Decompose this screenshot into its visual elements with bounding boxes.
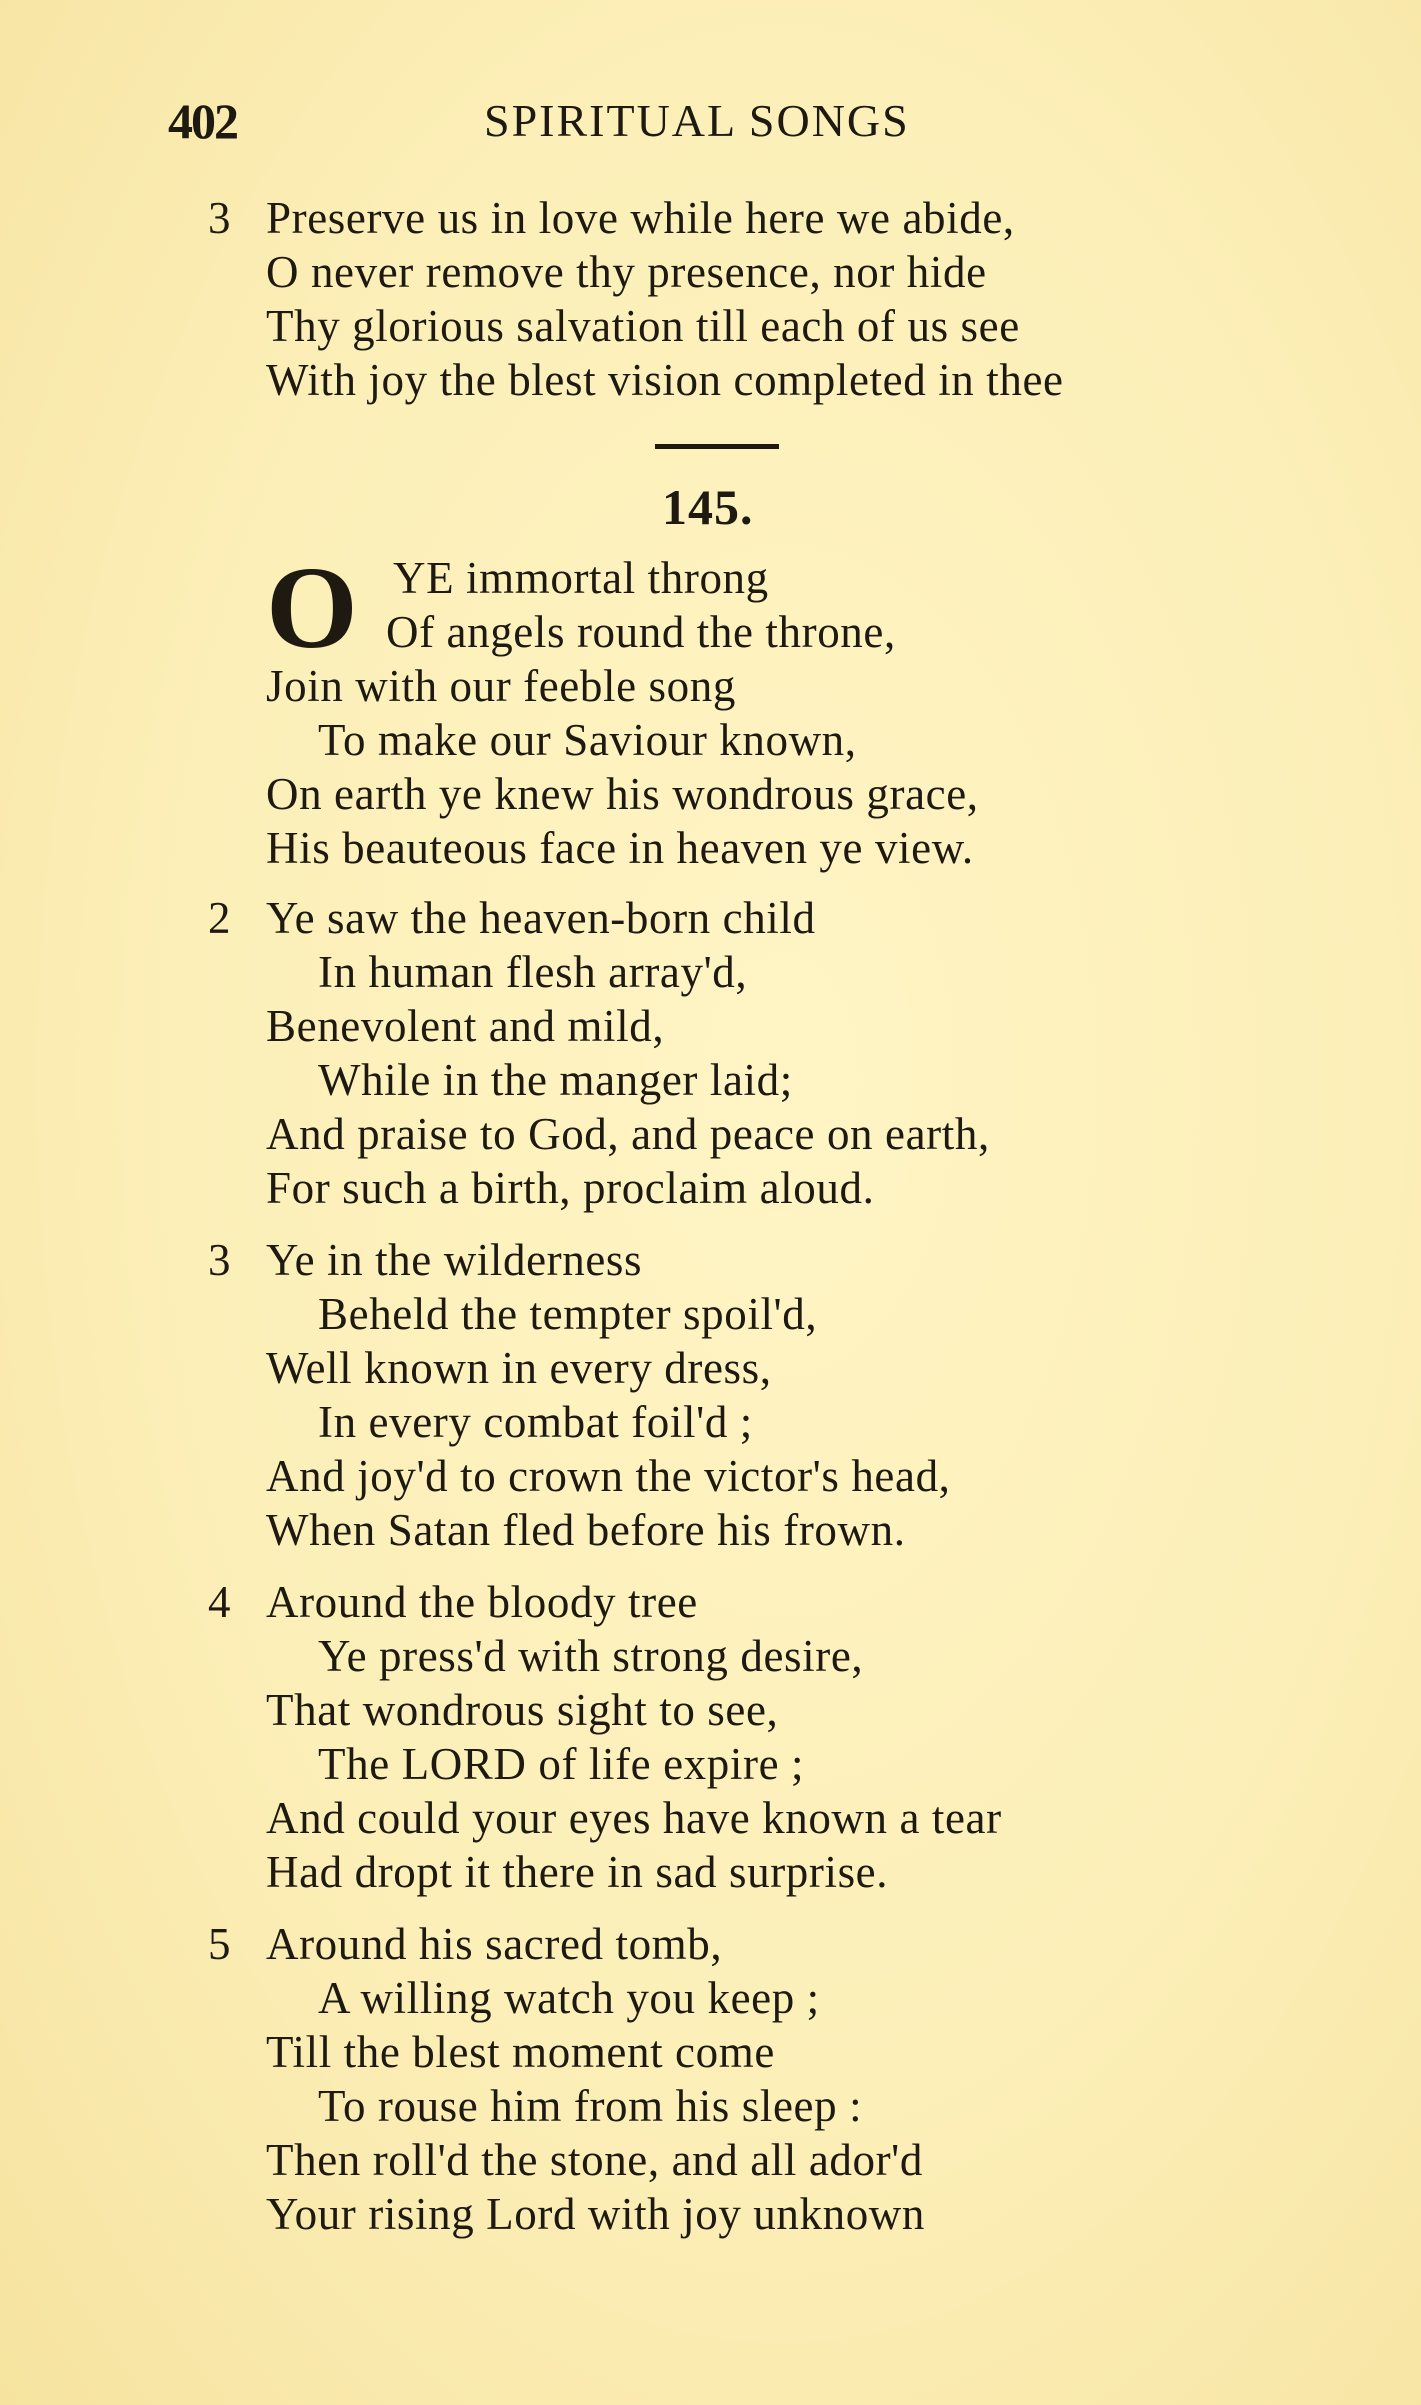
hymn-line: And could your eyes have known a tear: [266, 1793, 1002, 1843]
hymn-line: Then roll'd the stone, and all ador'd: [266, 2135, 923, 2185]
hymn-line: The LORD of life expire ;: [318, 1739, 805, 1789]
hymn-line: Ye saw the heaven-born child: [266, 893, 816, 943]
hymn-line: And joy'd to crown the victor's head,: [266, 1451, 951, 1501]
running-head: SPIRITUAL SONGS: [484, 95, 910, 146]
hymn-line: Join with our feeble song: [266, 661, 736, 711]
hymn-line: A willing watch you keep ;: [318, 1973, 820, 2023]
hymn-line: Well known in every dress,: [266, 1343, 772, 1393]
page-header: [168, 92, 1288, 162]
hymn-line: In human flesh array'd,: [318, 947, 748, 997]
verse-number: 2: [208, 893, 231, 943]
hymn-line: Your rising Lord with joy unknown: [266, 2189, 926, 2239]
hymn-line: Around his sacred tomb,: [266, 1919, 723, 1969]
hymn-line: Around the bloody tree: [266, 1577, 698, 1627]
hymn-line: To make our Saviour known,: [318, 715, 857, 765]
hymn-line: Ye in the wilderness: [266, 1235, 643, 1285]
hymn-line: In every combat foil'd ;: [318, 1397, 753, 1447]
hymn-line: On earth ye knew his wondrous grace,: [266, 769, 979, 819]
verse-number: 3: [208, 193, 231, 243]
hymn-line: And praise to God, and peace on earth,: [266, 1109, 990, 1159]
hymn-line: YE immortal throng: [393, 553, 769, 603]
hymn-line: That wondrous sight to see,: [266, 1685, 779, 1735]
page-number: 402: [168, 93, 237, 149]
hymn-line: Had dropt it there in sad surprise.: [266, 1847, 889, 1897]
hymn-number: 145.: [662, 479, 754, 535]
hymn-line: His beauteous face in heaven ye view.: [266, 823, 974, 873]
verse-number: 5: [208, 1919, 231, 1969]
hymn-line: With joy the blest vision completed in thee: [266, 355, 1064, 405]
hymn-line: Till the blest moment come: [266, 2027, 775, 2077]
hymn-line: When Satan fled before his frown.: [266, 1505, 906, 1555]
hymn-line: Thy glorious salvation till each of us see: [266, 301, 1020, 351]
hymn-line: To rouse him from his sleep :: [318, 2081, 863, 2131]
drop-cap: O: [266, 542, 358, 673]
hymn-line: Benevolent and mild,: [266, 1001, 665, 1051]
hymn-line: For such a birth, proclaim aloud.: [266, 1163, 875, 1213]
hymn-line: While in the manger laid;: [318, 1055, 793, 1105]
verse-number: 3: [208, 1235, 231, 1285]
hymn-line: O never remove thy presence, nor hide: [266, 247, 987, 297]
hymn-line: Preserve us in love while here we abide,: [266, 193, 1015, 243]
hymn-line: Ye press'd with strong desire,: [318, 1631, 864, 1681]
hymn-line: Of angels round the throne,: [386, 607, 896, 657]
section-rule: [655, 444, 779, 449]
hymn-line: Beheld the tempter spoil'd,: [318, 1289, 818, 1339]
verse-number: 4: [208, 1577, 231, 1627]
